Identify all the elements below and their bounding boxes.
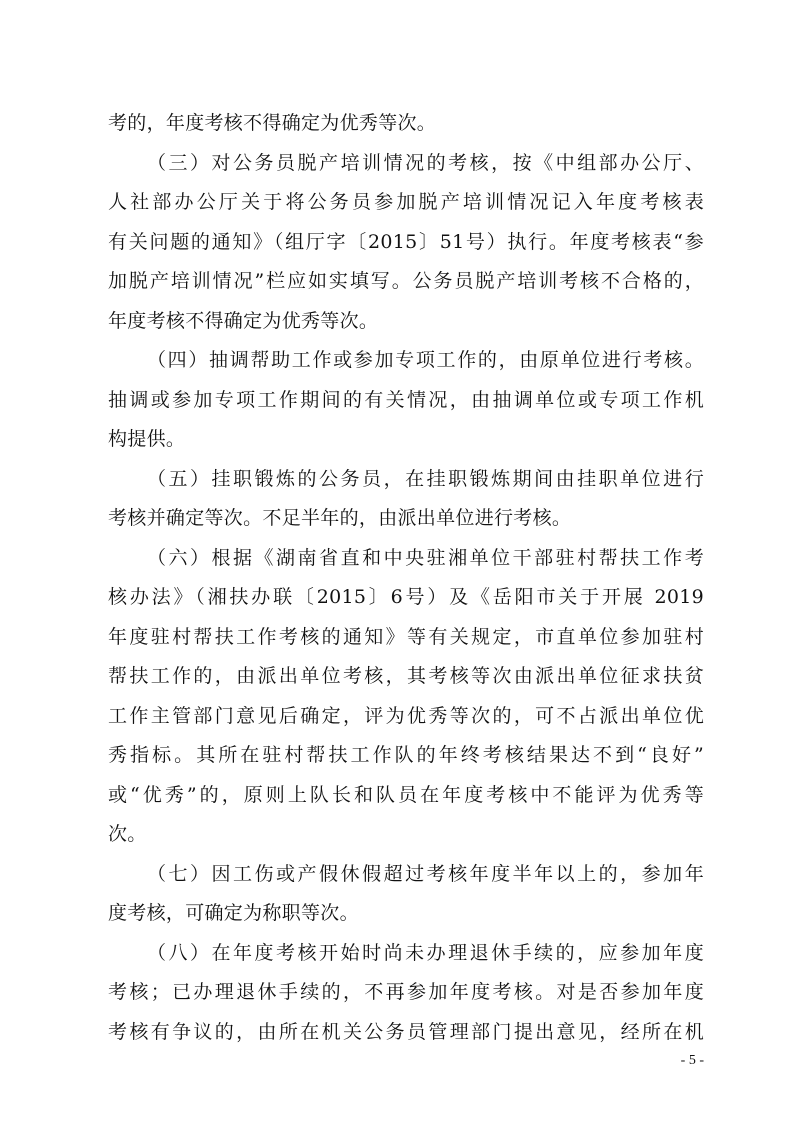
text-line: 考核有争议的，由所在机关公务员管理部门提出意见，经所在机 [108, 1021, 704, 1043]
text-line: （三）对公务员脱产培训情况的考核，按《中组部办公厅、 [147, 152, 704, 174]
text-line: 年度考核不得确定为优秀等次。 [108, 310, 379, 332]
text-line: （五）挂职锻炼的公务员，在挂职锻炼期间由挂职单位进行 [147, 468, 704, 490]
text-line: 帮扶工作的，由派出单位考核，其考核等次由派出单位征求扶贫 [108, 665, 704, 687]
text-line: （七）因工伤或产假休假超过考核年度半年以上的，参加年 [147, 863, 704, 885]
text-line: （六）根据《湖南省直和中央驻湘单位干部驻村帮扶工作考 [147, 547, 704, 569]
text-line: 核办法》（湘扶办联〔2015〕6号）及《岳阳市关于开展 2019 [108, 586, 704, 608]
text-line: （四）抽调帮助工作或参加专项工作的，由原单位进行考核。 [147, 349, 704, 371]
page-number: - 5 - [680, 1053, 704, 1068]
text-line: 有关问题的通知》（组厅字〔2015〕51号）执行。年度考核表“参 [108, 231, 704, 253]
text-line: 度考核，可确定为称职等次。 [108, 902, 359, 924]
text-line: 年度驻村帮扶工作考核的通知》等有关规定，市直单位参加驻村 [108, 626, 704, 648]
text-line: （八）在年度考核开始时尚未办理退休手续的，应参加年度 [147, 942, 704, 964]
text-line: 考核；已办理退休手续的，不再参加年度考核。对是否参加年度 [108, 981, 704, 1003]
text-line: 考核并确定等次。不足半年的，由派出单位进行考核。 [108, 507, 572, 529]
text-line: 抽调或参加专项工作期间的有关情况，由抽调单位或专项工作机 [108, 389, 704, 411]
text-line: 考的，年度考核不得确定为优秀等次。 [108, 112, 437, 134]
text-line: 秀指标。其所在驻村帮扶工作队的年终考核结果达不到“良好” [108, 744, 704, 766]
text-line: 或“优秀”的，原则上队长和队员在年度考核中不能评为优秀等 [108, 784, 704, 806]
text-line: 次。 [108, 823, 147, 845]
text-line: 加脱产培训情况”栏应如实填写。公务员脱产培训考核不合格的， [108, 270, 704, 292]
text-line: 构提供。 [108, 428, 186, 450]
text-line: 人社部办公厅关于将公务员参加脱产培训情况记入年度考核表 [108, 191, 704, 213]
text-line: 工作主管部门意见后确定，评为优秀等次的，可不占派出单位优 [108, 705, 704, 727]
